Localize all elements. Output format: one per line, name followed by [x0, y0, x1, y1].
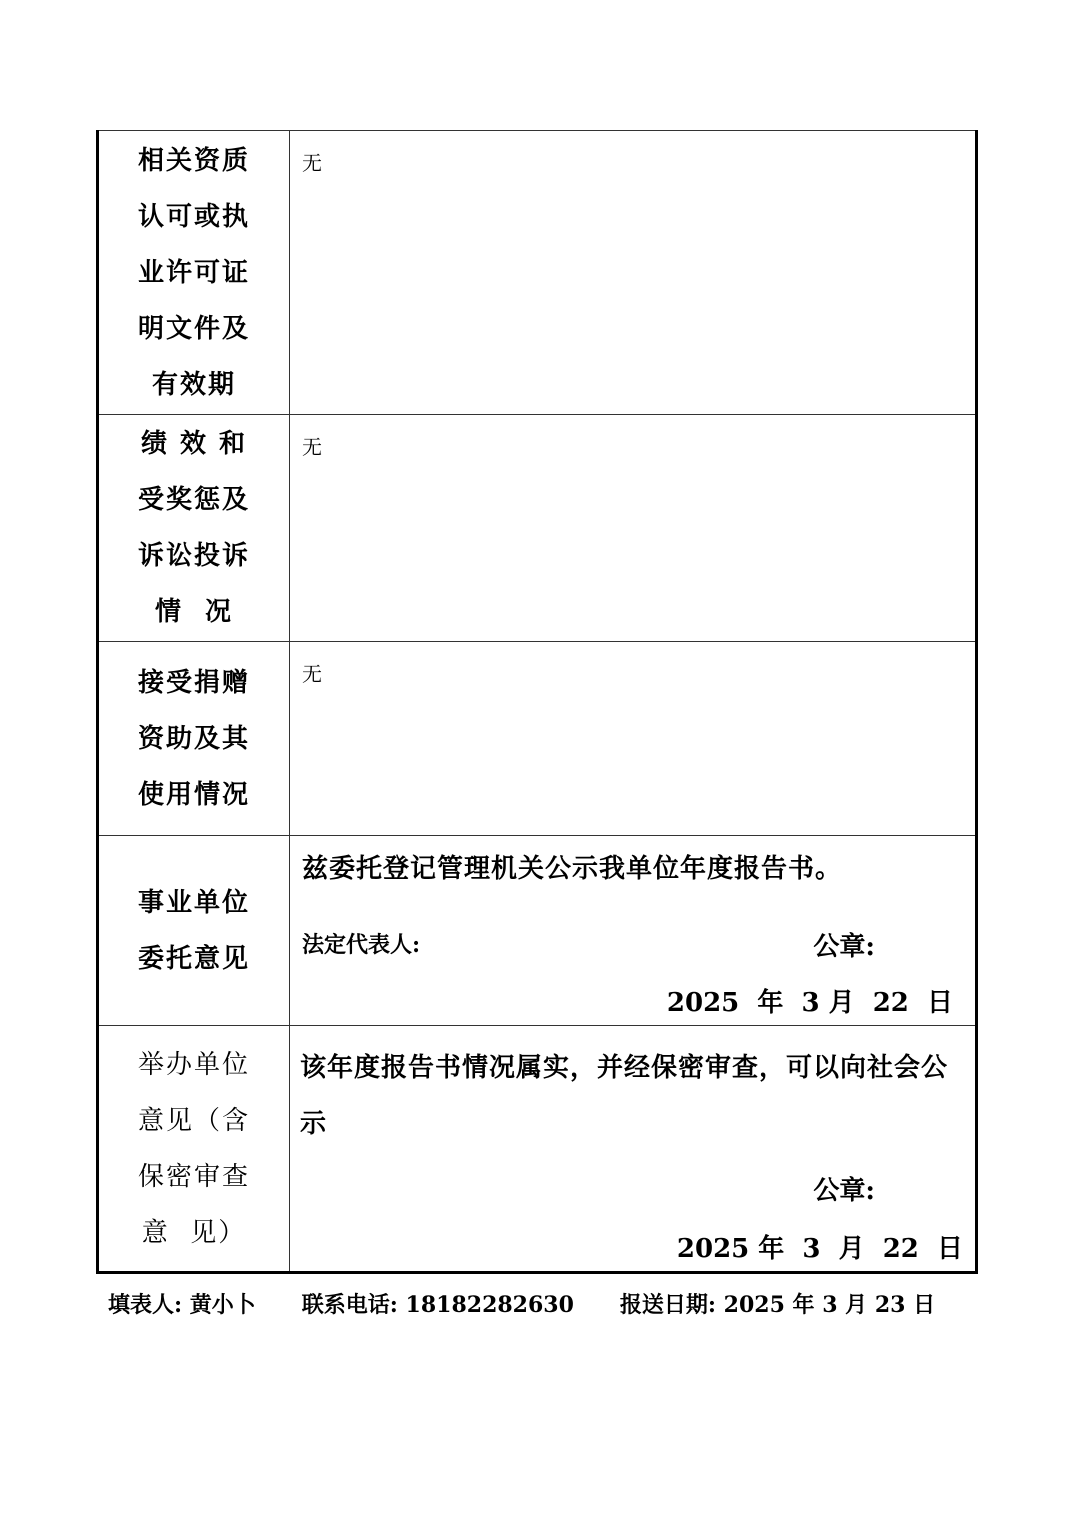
sponsor-seal-label: 公章: [813, 1176, 875, 1206]
performance-value: 无 [302, 435, 322, 459]
qualification-value: 无 [302, 151, 322, 175]
performance-value-cell [290, 415, 977, 642]
filler-info: 填表人: 黄小卜 [108, 1292, 256, 1318]
donation-value: 无 [302, 662, 322, 686]
performance-label: 绩 效 和 受奖惩及 诉讼投诉 情 况 [98, 415, 290, 642]
sponsor-cell [290, 1026, 977, 1273]
report-date: 报送日期: 2025 年 3 月 23 日 [619, 1292, 936, 1318]
sponsor-row [98, 1026, 977, 1273]
commission-row [98, 836, 977, 1026]
qualification-row [98, 131, 977, 415]
donation-label: 接受捐赠 资助及其 使用情况 [98, 642, 290, 836]
donation-value-cell [290, 642, 977, 836]
commission-label: 事业单位 委托意见 [98, 836, 290, 1026]
commission-seal-label: 公章: [813, 932, 875, 962]
performance-row [98, 415, 977, 642]
sponsor-label: 举办单位 意见（含 保密审查 意 见） [98, 1026, 290, 1273]
donation-row [98, 642, 977, 836]
sponsor-statement: 该年度报告书情况属实，并经保密审查，可以向社会公示 [300, 1053, 949, 1139]
commission-date: 2025 年 3 月 22 日 [666, 988, 953, 1018]
legal-representative-label: 法定代表人: [302, 932, 421, 958]
commission-cell [290, 836, 977, 1026]
annual-report-form-table [96, 130, 978, 1274]
commission-statement: 兹委托登记管理机关公示我单位年度报告书。 [302, 854, 843, 884]
contact-phone: 联系电话: 18182282630 [301, 1292, 574, 1318]
sponsor-date: 2025 年 3 月 22 日 [676, 1234, 963, 1264]
qualification-value-cell [290, 131, 977, 415]
qualification-label: 相关资质 认可或执 业许可证 明文件及 有效期 [98, 131, 290, 415]
form-footer [108, 1288, 935, 1319]
